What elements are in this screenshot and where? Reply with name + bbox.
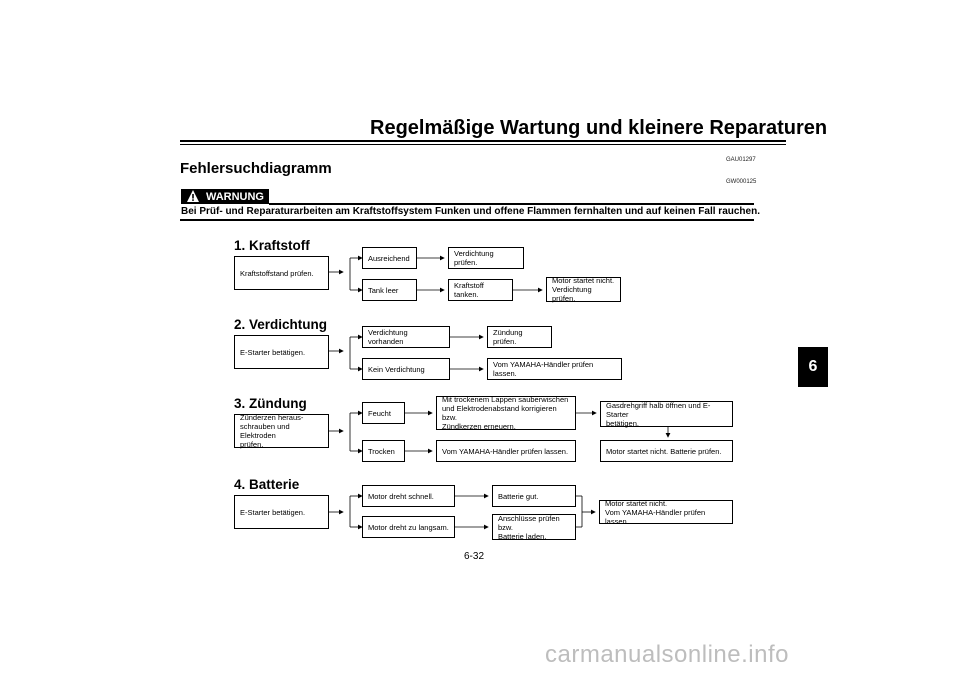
chapter-tab: 6 <box>798 347 828 387</box>
box-haendler-pruefen-2: Vom YAMAHA-Händler prüfen lassen. <box>487 358 622 380</box>
watermark-text: carmanualsonline.info <box>545 641 789 668</box>
box-motor-startet-nicht-4: Motor startet nicht. Vom YAMAHA-Händler prüfen lassen. <box>599 500 733 524</box>
warning-code: GW000125 <box>726 179 757 185</box>
warning-text: Bei Prüf- und Reparaturarbeiten am Kraftstoffsystem Funken und offene Flammen fernhalten und auf keinen Fall rauchen. <box>181 206 760 217</box>
box-motor-startet-nicht-1: Motor startet nicht. Verdichtung prüfen. <box>546 277 621 302</box>
section-title: Fehlersuchdiagramm <box>180 160 332 177</box>
subsection-title-zuendung: 3. Zündung <box>234 396 307 411</box>
box-verdichtung-pruefen: Verdichtung prüfen. <box>448 247 524 269</box>
subsection-title-batterie: 4. Batterie <box>234 477 300 492</box>
box-verdichtung-vorhanden: Verdichtung vorhanden <box>362 326 450 348</box>
box-sauberwischen: Mit trockenem Lappen sauberwischen und Elektrodenabstand korrigieren bzw. Zündkerzen erneuern. <box>436 396 576 430</box>
section-code: GAU01297 <box>726 157 756 163</box>
page-number: 6-32 <box>464 551 485 562</box>
box-e-starter-4: E-Starter betätigen. <box>234 495 329 529</box>
box-e-starter-2: E-Starter betätigen. <box>234 335 329 369</box>
box-motor-dreht-schnell: Motor dreht schnell. <box>362 485 455 507</box>
subsection-title-kraftstoff: 1. Kraftstoff <box>234 238 310 253</box>
box-kein-verdichtung: Kein Verdichtung <box>362 358 450 380</box>
box-motor-dreht-langsam: Motor dreht zu langsam. <box>362 516 455 538</box>
box-ausreichend: Ausreichend <box>362 247 417 269</box>
box-kraftstoff-tanken: Kraftstoff tanken. <box>448 279 513 301</box>
warning-label: WARNUNG <box>205 190 264 203</box>
box-anschluesse-pruefen: Anschlüsse prüfen bzw. Batterie laden. <box>492 514 576 540</box>
subsection-title-verdichtung: 2. Verdichtung <box>234 317 328 332</box>
box-zuendung-pruefen: Zündung prüfen. <box>487 326 552 348</box>
box-trocken: Trocken <box>362 440 405 462</box>
box-zuenderzen-pruefen: Zünderzen heraus- schrauben und Elektroden prüfen. <box>234 414 329 448</box>
box-kraftstoffstand: Kraftstoffstand prüfen. <box>234 256 329 290</box>
box-batterie-gut: Batterie gut. <box>492 485 576 507</box>
box-feucht: Feucht <box>362 402 405 424</box>
page-header-title: Regelmäßige Wartung und kleinere Reparaturen <box>370 117 828 139</box>
box-tank-leer: Tank leer <box>362 279 417 301</box>
box-batterie-pruefen: Motor startet nicht. Batterie prüfen. <box>600 440 733 462</box>
box-gasdrehgriff: Gasdrehgriff halb öffnen und E-Starter betätigen. <box>600 401 733 427</box>
box-haendler-pruefen-3: Vom YAMAHA-Händler prüfen lassen. <box>436 440 576 462</box>
